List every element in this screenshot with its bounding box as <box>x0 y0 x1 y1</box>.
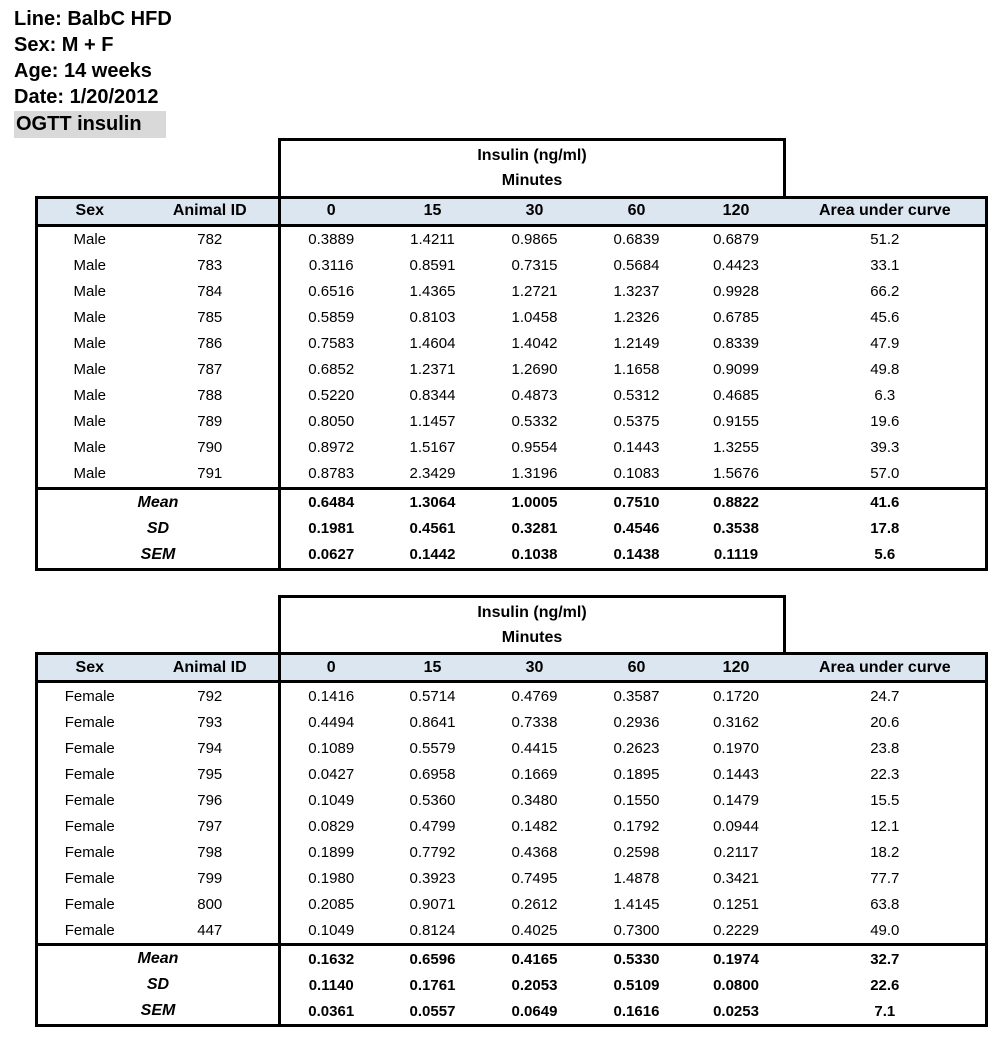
cell-sex: Female <box>37 787 142 813</box>
group-header-row <box>37 596 987 654</box>
cell-t0: 0.5859 <box>280 305 382 331</box>
summary-value: 0.1119 <box>688 542 785 570</box>
cell-animal-id: 787 <box>142 357 280 383</box>
female-insulin-table <box>35 595 1000 1028</box>
cell-auc: 12.1 <box>785 813 987 839</box>
cell-t120: 0.9155 <box>688 409 785 435</box>
col-header-animal-id: Animal ID <box>142 197 280 225</box>
sex-label: Sex: M + F <box>14 34 114 56</box>
animal-data-row <box>37 331 987 357</box>
cell-sex: Male <box>37 435 142 461</box>
cell-animal-id: 784 <box>142 279 280 305</box>
cell-t15: 1.2371 <box>382 357 484 383</box>
summary-value: 0.4561 <box>382 516 484 542</box>
cell-t60: 0.5684 <box>586 253 688 279</box>
cell-t60: 0.1792 <box>586 813 688 839</box>
minutes-label: Minutes <box>501 628 563 646</box>
summary-value: 0.6484 <box>280 488 382 516</box>
line-label: Line: BalbC HFD <box>14 8 172 30</box>
cell-t60: 0.1550 <box>586 787 688 813</box>
summary-value: 32.7 <box>785 945 987 973</box>
cell-t120: 0.3162 <box>688 709 785 735</box>
cell-t120: 0.6785 <box>688 305 785 331</box>
cell-t15: 0.5579 <box>382 735 484 761</box>
cell-sex: Male <box>37 409 142 435</box>
cell-t0: 0.0829 <box>280 813 382 839</box>
cell-t0: 0.1049 <box>280 917 382 945</box>
cell-t60: 0.1083 <box>586 461 688 489</box>
cell-t15: 0.8641 <box>382 709 484 735</box>
cell-t15: 0.9071 <box>382 891 484 917</box>
column-header-row <box>37 197 987 225</box>
date-label: Date: 1/20/2012 <box>14 86 159 108</box>
cell-t15: 1.4365 <box>382 279 484 305</box>
minutes-label: Minutes <box>501 172 563 190</box>
animal-data-row <box>37 917 987 945</box>
summary-value: 0.1632 <box>280 945 382 973</box>
cell-t60: 0.2936 <box>586 709 688 735</box>
cell-sex: Female <box>37 709 142 735</box>
cell-auc: 24.7 <box>785 682 987 710</box>
col-header-sex: Sex <box>37 197 142 225</box>
animal-data-row <box>37 435 987 461</box>
animal-data-row <box>37 279 987 305</box>
cell-t60: 0.6839 <box>586 225 688 253</box>
cell-t15: 0.5360 <box>382 787 484 813</box>
assay-title: OGTT insulin <box>14 111 166 138</box>
animal-data-row <box>37 761 987 787</box>
cell-t30: 1.0458 <box>484 305 586 331</box>
cell-animal-id: 797 <box>142 813 280 839</box>
col-header-15: 15 <box>382 654 484 682</box>
cell-sex: Male <box>37 279 142 305</box>
cell-sex: Female <box>37 761 142 787</box>
insulin-minutes-box <box>280 596 785 654</box>
cell-auc: 66.2 <box>785 279 987 305</box>
cell-animal-id: 799 <box>142 865 280 891</box>
experiment-info-block <box>0 0 1000 138</box>
cell-sex: Male <box>37 225 142 253</box>
cell-t60: 0.2623 <box>586 735 688 761</box>
cell-t0: 0.8972 <box>280 435 382 461</box>
cell-t0: 0.2085 <box>280 891 382 917</box>
male-table-body <box>37 225 987 569</box>
cell-sex: Female <box>37 735 142 761</box>
cell-t15: 0.8344 <box>382 383 484 409</box>
summary-row <box>37 516 987 542</box>
cell-t0: 0.3116 <box>280 253 382 279</box>
cell-t120: 0.1443 <box>688 761 785 787</box>
cell-animal-id: 785 <box>142 305 280 331</box>
col-header-30: 30 <box>484 197 586 225</box>
summary-value: 0.1140 <box>280 972 382 998</box>
cell-t30: 0.9554 <box>484 435 586 461</box>
cell-auc: 6.3 <box>785 383 987 409</box>
cell-t15: 1.4211 <box>382 225 484 253</box>
summary-value: 0.6596 <box>382 945 484 973</box>
animal-data-row <box>37 409 987 435</box>
cell-animal-id: 798 <box>142 839 280 865</box>
cell-t30: 0.4368 <box>484 839 586 865</box>
column-header-row <box>37 654 987 682</box>
col-header-auc: Area under curve <box>785 654 987 682</box>
animal-data-row <box>37 225 987 253</box>
summary-value: 0.0800 <box>688 972 785 998</box>
cell-t15: 1.5167 <box>382 435 484 461</box>
summary-value: 0.1761 <box>382 972 484 998</box>
summary-stat-label: Mean <box>37 488 280 516</box>
summary-value: 0.8822 <box>688 488 785 516</box>
summary-value: 0.2053 <box>484 972 586 998</box>
cell-t120: 0.1970 <box>688 735 785 761</box>
cell-t60: 1.2326 <box>586 305 688 331</box>
cell-t30: 0.4415 <box>484 735 586 761</box>
cell-t0: 0.6516 <box>280 279 382 305</box>
cell-t30: 0.4025 <box>484 917 586 945</box>
animal-data-row <box>37 709 987 735</box>
summary-value: 0.0361 <box>280 998 382 1026</box>
animal-data-row <box>37 787 987 813</box>
animal-data-row <box>37 253 987 279</box>
female-table-body <box>37 682 987 1026</box>
summary-stat-label: SD <box>37 972 280 998</box>
cell-sex: Male <box>37 331 142 357</box>
summary-value: 0.1442 <box>382 542 484 570</box>
summary-value: 7.1 <box>785 998 987 1026</box>
col-header-0: 0 <box>280 197 382 225</box>
summary-value: 0.0649 <box>484 998 586 1026</box>
summary-stat-label: Mean <box>37 945 280 973</box>
cell-animal-id: 800 <box>142 891 280 917</box>
cell-t30: 1.2721 <box>484 279 586 305</box>
cell-t15: 0.7792 <box>382 839 484 865</box>
summary-row <box>37 972 987 998</box>
summary-value: 1.0005 <box>484 488 586 516</box>
cell-auc: 57.0 <box>785 461 987 489</box>
cell-animal-id: 789 <box>142 409 280 435</box>
cell-sex: Female <box>37 839 142 865</box>
summary-value: 0.5330 <box>586 945 688 973</box>
summary-value: 0.0627 <box>280 542 382 570</box>
cell-t120: 0.2117 <box>688 839 785 865</box>
cell-t0: 0.8050 <box>280 409 382 435</box>
summary-row <box>37 542 987 570</box>
cell-t60: 1.1658 <box>586 357 688 383</box>
cell-t120: 0.6879 <box>688 225 785 253</box>
cell-auc: 49.0 <box>785 917 987 945</box>
cell-sex: Male <box>37 253 142 279</box>
cell-t120: 0.4685 <box>688 383 785 409</box>
summary-value: 0.5109 <box>586 972 688 998</box>
cell-auc: 51.2 <box>785 225 987 253</box>
cell-animal-id: 794 <box>142 735 280 761</box>
animal-data-row <box>37 305 987 331</box>
cell-sex: Female <box>37 682 142 710</box>
cell-auc: 39.3 <box>785 435 987 461</box>
cell-auc: 47.9 <box>785 331 987 357</box>
cell-t0: 0.1980 <box>280 865 382 891</box>
cell-t0: 0.5220 <box>280 383 382 409</box>
cell-t30: 0.9865 <box>484 225 586 253</box>
cell-t30: 1.3196 <box>484 461 586 489</box>
col-header-60: 60 <box>586 654 688 682</box>
cell-t120: 0.1479 <box>688 787 785 813</box>
cell-t0: 0.0427 <box>280 761 382 787</box>
cell-auc: 77.7 <box>785 865 987 891</box>
cell-auc: 15.5 <box>785 787 987 813</box>
cell-animal-id: 447 <box>142 917 280 945</box>
cell-t60: 1.2149 <box>586 331 688 357</box>
summary-value: 0.1981 <box>280 516 382 542</box>
col-header-15: 15 <box>382 197 484 225</box>
cell-t30: 0.2612 <box>484 891 586 917</box>
cell-sex: Male <box>37 461 142 489</box>
cell-t0: 0.7583 <box>280 331 382 357</box>
cell-t15: 0.8103 <box>382 305 484 331</box>
summary-value: 0.1038 <box>484 542 586 570</box>
cell-sex: Female <box>37 813 142 839</box>
cell-animal-id: 788 <box>142 383 280 409</box>
cell-t120: 0.1251 <box>688 891 785 917</box>
cell-t60: 1.3237 <box>586 279 688 305</box>
cell-animal-id: 786 <box>142 331 280 357</box>
cell-auc: 20.6 <box>785 709 987 735</box>
cell-t120: 0.8339 <box>688 331 785 357</box>
cell-animal-id: 795 <box>142 761 280 787</box>
cell-t60: 0.1895 <box>586 761 688 787</box>
summary-value: 0.1438 <box>586 542 688 570</box>
cell-t30: 1.4042 <box>484 331 586 357</box>
cell-t120: 0.3421 <box>688 865 785 891</box>
col-header-sex: Sex <box>37 654 142 682</box>
col-header-60: 60 <box>586 197 688 225</box>
cell-t0: 0.4494 <box>280 709 382 735</box>
cell-t30: 0.4769 <box>484 682 586 710</box>
cell-t30: 0.1482 <box>484 813 586 839</box>
summary-row <box>37 945 987 973</box>
cell-t15: 0.5714 <box>382 682 484 710</box>
cell-t0: 0.8783 <box>280 461 382 489</box>
cell-t60: 0.5312 <box>586 383 688 409</box>
cell-t60: 0.5375 <box>586 409 688 435</box>
summary-value: 0.1616 <box>586 998 688 1026</box>
animal-data-row <box>37 357 987 383</box>
col-header-120: 120 <box>688 654 785 682</box>
cell-sex: Female <box>37 917 142 945</box>
cell-animal-id: 783 <box>142 253 280 279</box>
cell-t15: 2.3429 <box>382 461 484 489</box>
summary-value: 22.6 <box>785 972 987 998</box>
col-header-0: 0 <box>280 654 382 682</box>
summary-value: 0.0557 <box>382 998 484 1026</box>
cell-t0: 0.1416 <box>280 682 382 710</box>
cell-t60: 0.7300 <box>586 917 688 945</box>
cell-t120: 1.3255 <box>688 435 785 461</box>
cell-t60: 1.4878 <box>586 865 688 891</box>
cell-auc: 18.2 <box>785 839 987 865</box>
insulin-units-label: Insulin (ng/ml) <box>477 603 587 621</box>
cell-t15: 1.1457 <box>382 409 484 435</box>
cell-t60: 0.3587 <box>586 682 688 710</box>
cell-t120: 0.9099 <box>688 357 785 383</box>
summary-value: 41.6 <box>785 488 987 516</box>
cell-t30: 1.2690 <box>484 357 586 383</box>
cell-t120: 1.5676 <box>688 461 785 489</box>
cell-t120: 0.9928 <box>688 279 785 305</box>
cell-t15: 0.6958 <box>382 761 484 787</box>
cell-t0: 0.3889 <box>280 225 382 253</box>
summary-value: 17.8 <box>785 516 987 542</box>
summary-value: 0.4165 <box>484 945 586 973</box>
summary-row <box>37 998 987 1026</box>
cell-sex: Female <box>37 865 142 891</box>
animal-data-row <box>37 735 987 761</box>
cell-auc: 63.8 <box>785 891 987 917</box>
cell-t15: 0.3923 <box>382 865 484 891</box>
summary-value: 1.3064 <box>382 488 484 516</box>
cell-t30: 0.5332 <box>484 409 586 435</box>
col-header-animal-id: Animal ID <box>142 654 280 682</box>
summary-stat-label: SEM <box>37 542 280 570</box>
cell-t120: 0.1720 <box>688 682 785 710</box>
cell-auc: 22.3 <box>785 761 987 787</box>
animal-data-row <box>37 839 987 865</box>
cell-auc: 45.6 <box>785 305 987 331</box>
cell-t60: 0.1443 <box>586 435 688 461</box>
cell-sex: Male <box>37 383 142 409</box>
col-header-30: 30 <box>484 654 586 682</box>
cell-animal-id: 792 <box>142 682 280 710</box>
cell-t30: 0.4873 <box>484 383 586 409</box>
summary-stat-label: SD <box>37 516 280 542</box>
animal-data-row <box>37 383 987 409</box>
animal-data-row <box>37 813 987 839</box>
animal-data-row <box>37 461 987 489</box>
cell-t15: 0.8591 <box>382 253 484 279</box>
summary-value: 5.6 <box>785 542 987 570</box>
cell-t0: 0.1089 <box>280 735 382 761</box>
insulin-units-label: Insulin (ng/ml) <box>477 147 587 165</box>
summary-value: 0.3538 <box>688 516 785 542</box>
summary-value: 0.0253 <box>688 998 785 1026</box>
col-header-auc: Area under curve <box>785 197 987 225</box>
cell-t15: 0.8124 <box>382 917 484 945</box>
cell-t30: 0.7315 <box>484 253 586 279</box>
cell-t0: 0.1049 <box>280 787 382 813</box>
cell-sex: Male <box>37 357 142 383</box>
summary-stat-label: SEM <box>37 998 280 1026</box>
cell-t0: 0.6852 <box>280 357 382 383</box>
summary-value: 0.4546 <box>586 516 688 542</box>
age-label: Age: 14 weeks <box>14 60 152 82</box>
group-header-row <box>37 140 987 198</box>
cell-t0: 0.1899 <box>280 839 382 865</box>
cell-auc: 33.1 <box>785 253 987 279</box>
cell-auc: 19.6 <box>785 409 987 435</box>
cell-sex: Female <box>37 891 142 917</box>
cell-t120: 0.0944 <box>688 813 785 839</box>
cell-animal-id: 791 <box>142 461 280 489</box>
summary-value: 0.7510 <box>586 488 688 516</box>
cell-t60: 1.4145 <box>586 891 688 917</box>
cell-t30: 0.7495 <box>484 865 586 891</box>
animal-data-row <box>37 682 987 710</box>
cell-animal-id: 793 <box>142 709 280 735</box>
summary-row <box>37 488 987 516</box>
summary-value: 0.1974 <box>688 945 785 973</box>
cell-t30: 0.7338 <box>484 709 586 735</box>
col-header-120: 120 <box>688 197 785 225</box>
cell-animal-id: 782 <box>142 225 280 253</box>
cell-t120: 0.4423 <box>688 253 785 279</box>
cell-auc: 23.8 <box>785 735 987 761</box>
cell-t60: 0.2598 <box>586 839 688 865</box>
summary-value: 0.3281 <box>484 516 586 542</box>
cell-sex: Male <box>37 305 142 331</box>
cell-animal-id: 790 <box>142 435 280 461</box>
animal-data-row <box>37 891 987 917</box>
cell-auc: 49.8 <box>785 357 987 383</box>
cell-t30: 0.1669 <box>484 761 586 787</box>
male-insulin-table <box>35 138 1000 571</box>
animal-data-row <box>37 865 987 891</box>
insulin-minutes-box <box>280 140 785 198</box>
cell-t120: 0.2229 <box>688 917 785 945</box>
cell-t30: 0.3480 <box>484 787 586 813</box>
cell-animal-id: 796 <box>142 787 280 813</box>
cell-t15: 0.4799 <box>382 813 484 839</box>
cell-t15: 1.4604 <box>382 331 484 357</box>
